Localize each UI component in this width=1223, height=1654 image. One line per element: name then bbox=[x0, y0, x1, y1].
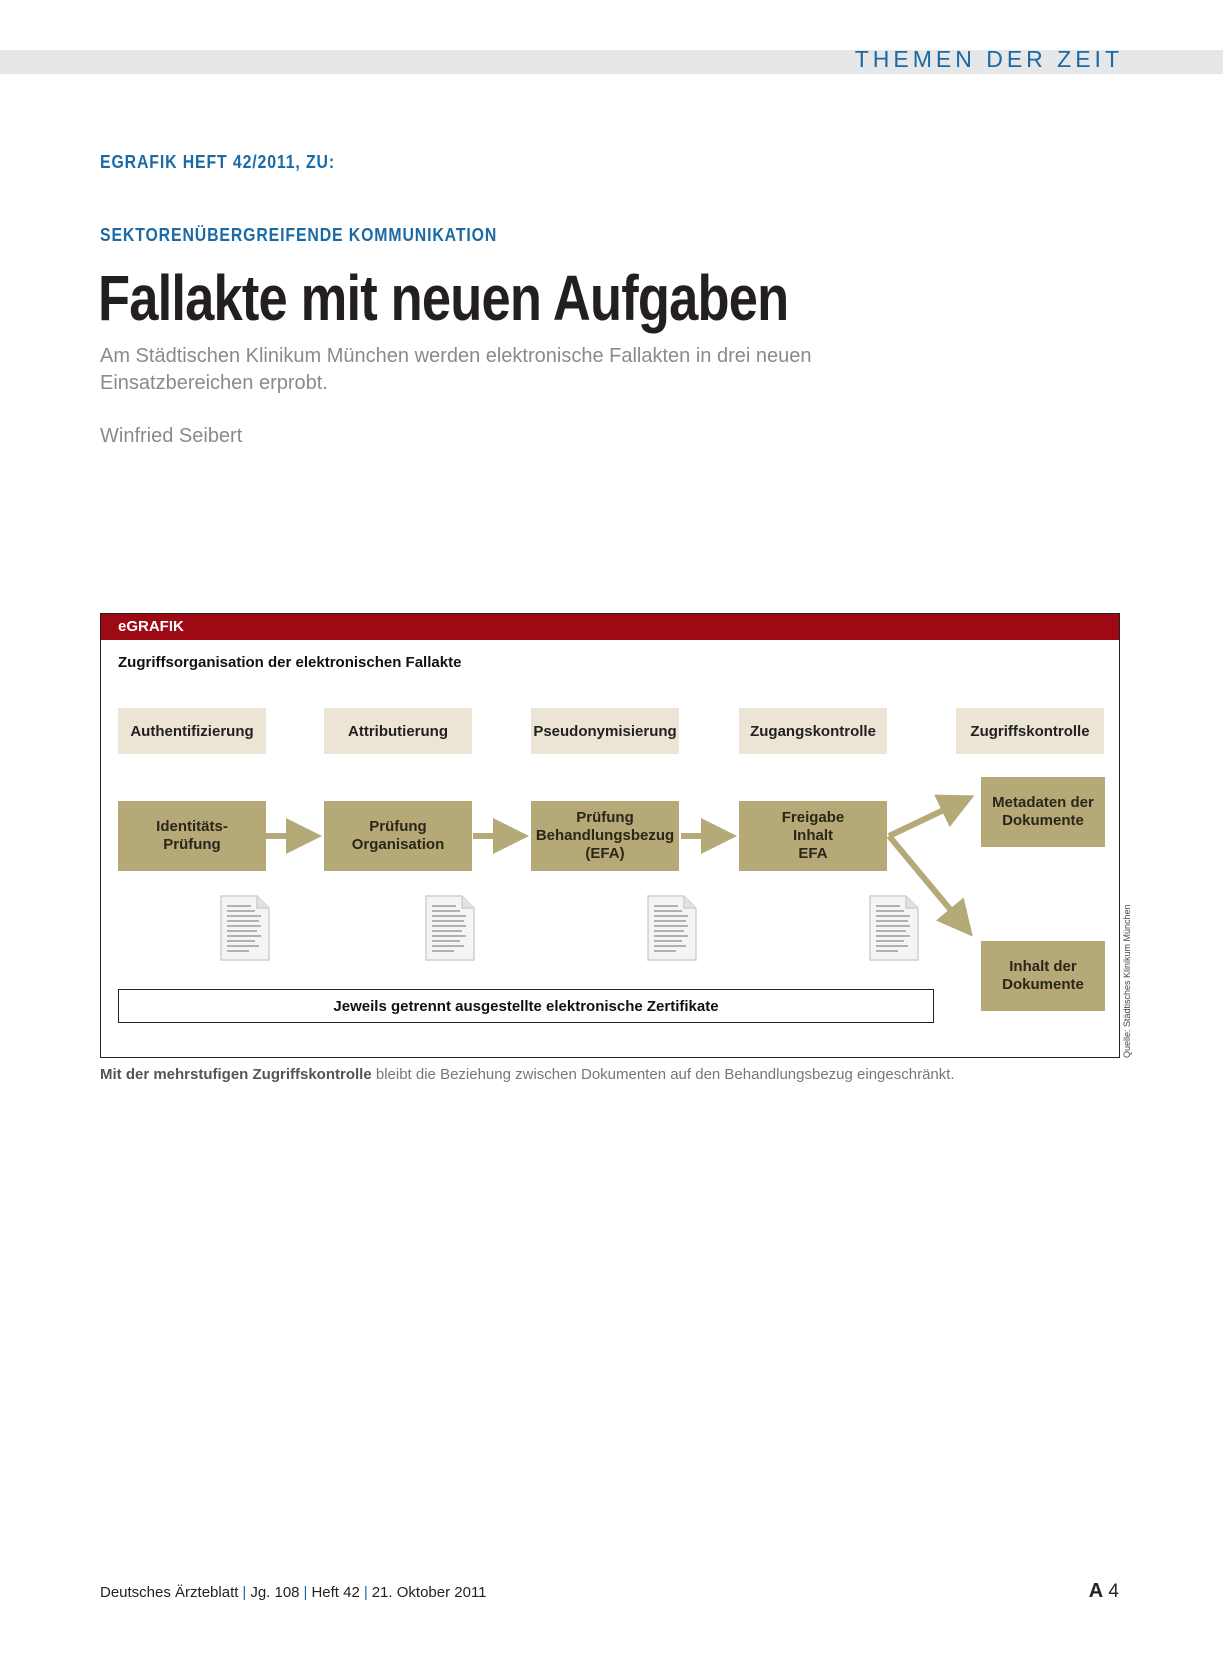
egrafik-figure bbox=[100, 613, 1120, 1058]
step-identitaets-pruefung: Identitäts- Prüfung bbox=[118, 801, 266, 871]
article-author: Winfried Seibert bbox=[100, 425, 243, 447]
footer-journal: Deutsches Ärzteblatt bbox=[100, 1584, 239, 1601]
stage-attributierung: Attributierung bbox=[324, 708, 472, 754]
step-pruefung-behandlungsbezug: Prüfung Behandlungsbezug (EFA) bbox=[531, 801, 679, 871]
figure-label: eGRAFIK bbox=[118, 618, 184, 635]
page-prefix: A bbox=[1088, 1580, 1104, 1602]
document-icon bbox=[219, 894, 271, 962]
kicker-egrafik: EGRAFIK HEFT 42/2011, ZU: bbox=[100, 152, 336, 172]
stage-pseudonymisierung: Pseudonymisierung bbox=[531, 708, 679, 754]
step-inhalt-dokumente: Inhalt der Dokumente bbox=[981, 941, 1105, 1011]
figure-source: Quelle: Städtisches Klinikum München bbox=[1122, 904, 1132, 1058]
stage-zugangskontrolle: Zugangskontrolle bbox=[739, 708, 887, 754]
arrow-4-5 bbox=[889, 798, 969, 836]
page-number bbox=[1089, 1580, 1119, 1603]
step-metadaten-dokumente: Metadaten der Dokumente bbox=[981, 777, 1105, 847]
footer-issue: Heft 42 bbox=[311, 1584, 360, 1601]
figure-banner bbox=[101, 614, 1119, 640]
figure-caption bbox=[100, 1066, 955, 1083]
section-label: THEMEN DER ZEIT bbox=[854, 46, 1123, 72]
document-icon bbox=[424, 894, 476, 962]
article-lead: Am Städtischen Klinikum München werden elektronische Fallakten in drei neuen Einsatzbereichen erprobt. bbox=[100, 345, 812, 394]
page-value: 4 bbox=[1108, 1581, 1119, 1602]
stage-authentifizierung: Authentifizierung bbox=[118, 708, 266, 754]
step-pruefung-organisation: Prüfung Organisation bbox=[324, 801, 472, 871]
kicker-topic: SEKTORENÜBERGREIFENDE KOMMUNIKATION bbox=[100, 225, 498, 245]
article-title: Fallakte mit neuen Aufgaben bbox=[98, 262, 789, 334]
footer-date: 21. Oktober 2011 bbox=[371, 1584, 487, 1601]
document-icon bbox=[646, 894, 698, 962]
document-icon bbox=[868, 894, 920, 962]
stage-zugriffskontrolle: Zugriffskontrolle bbox=[956, 708, 1104, 754]
footer: Deutsches Ärzteblatt | Jg. 108 | Heft 42 | 21. Oktober 2011 bbox=[100, 1584, 487, 1601]
figure-title: Zugriffsorganisation der elektronischen Fallakte bbox=[118, 654, 462, 671]
step-freigabe-inhalt: Freigabe Inhalt EFA bbox=[739, 801, 887, 871]
caption-bold: Mit der mehrstufigen Zugriffskontrolle bbox=[100, 1066, 372, 1083]
footer-volume: Jg. 108 bbox=[250, 1584, 300, 1601]
caption-text: bleibt die Beziehung zwischen Dokumenten auf den Behandlungsbezug eingeschränkt. bbox=[371, 1066, 955, 1083]
certificate-note: Jeweils getrennt ausgestellte elektronische Zertifikate bbox=[118, 989, 934, 1023]
